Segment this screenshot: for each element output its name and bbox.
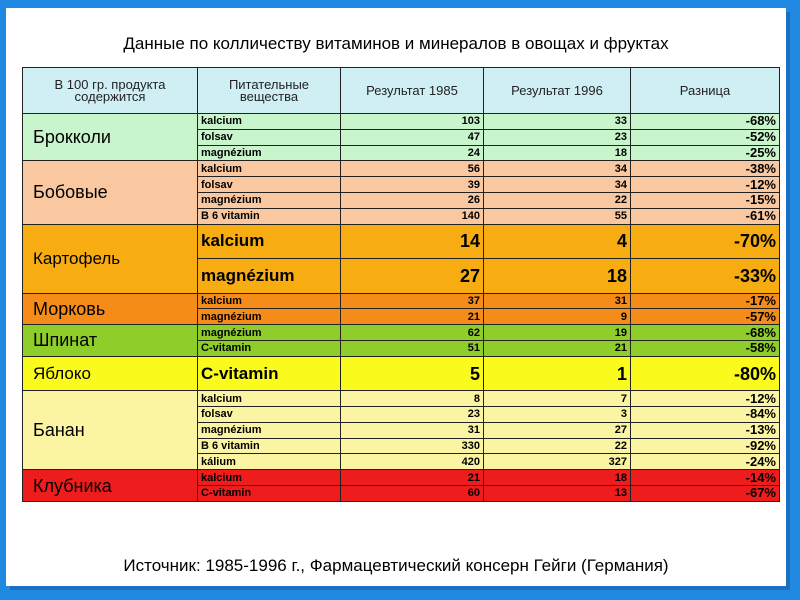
value-1996-cell: 34 <box>484 161 631 177</box>
table-row <box>23 224 780 259</box>
difference-cell: -68% <box>631 114 780 130</box>
table-row <box>23 470 780 486</box>
product-name: Банан <box>23 391 198 470</box>
nutrient-cell: C-vitamin <box>198 340 341 356</box>
page-title: Данные по колличеству витаминов и минералов в овощах и фруктах <box>123 34 669 53</box>
value-1996-cell: 23 <box>484 129 631 145</box>
value-1996-cell: 22 <box>484 438 631 454</box>
difference-cell: -58% <box>631 340 780 356</box>
value-1996-cell: 327 <box>484 454 631 470</box>
value-1996-cell: 31 <box>484 293 631 309</box>
value-1996-cell: 1 <box>484 356 631 391</box>
value-1985-cell: 47 <box>341 129 484 145</box>
header-product: В 100 гр. продукта содержится <box>23 68 198 114</box>
nutrient-cell: B 6 vitamin <box>198 208 341 224</box>
product-name: Морковь <box>23 293 198 325</box>
difference-cell: -80% <box>631 356 780 391</box>
difference-cell: -14% <box>631 470 780 486</box>
value-1985-cell: 24 <box>341 145 484 161</box>
value-1996-cell: 18 <box>484 259 631 294</box>
product-name: Брокколи <box>23 114 198 161</box>
difference-cell: -57% <box>631 309 780 325</box>
difference-cell: -67% <box>631 486 780 502</box>
nutrient-cell: kálium <box>198 454 341 470</box>
value-1985-cell: 21 <box>341 309 484 325</box>
nutrient-table <box>22 67 780 502</box>
value-1996-cell: 27 <box>484 422 631 438</box>
nutrient-cell: magnézium <box>198 325 341 341</box>
nutrient-cell: folsav <box>198 177 341 193</box>
header-nutrient: Питательные вещества <box>198 68 341 114</box>
table-row <box>23 293 780 309</box>
difference-cell: -38% <box>631 161 780 177</box>
difference-cell: -12% <box>631 177 780 193</box>
nutrient-cell: folsav <box>198 407 341 423</box>
nutrient-cell: magnézium <box>198 422 341 438</box>
value-1985-cell: 420 <box>341 454 484 470</box>
difference-cell: -24% <box>631 454 780 470</box>
difference-cell: -70% <box>631 224 780 259</box>
product-name: Шпинат <box>23 325 198 357</box>
product-name: Бобовые <box>23 161 198 224</box>
table-header-row <box>23 68 780 114</box>
nutrient-cell: magnézium <box>198 309 341 325</box>
product-name: Картофель <box>23 224 198 293</box>
header-difference: Разница <box>631 68 780 114</box>
difference-cell: -33% <box>631 259 780 294</box>
nutrient-cell: kalcium <box>198 224 341 259</box>
nutrient-cell: magnézium <box>198 145 341 161</box>
nutrient-cell: kalcium <box>198 161 341 177</box>
value-1985-cell: 23 <box>341 407 484 423</box>
value-1985-cell: 39 <box>341 177 484 193</box>
value-1996-cell: 21 <box>484 340 631 356</box>
value-1985-cell: 60 <box>341 486 484 502</box>
table-row <box>23 391 780 407</box>
nutrient-cell: kalcium <box>198 293 341 309</box>
difference-cell: -17% <box>631 293 780 309</box>
value-1996-cell: 13 <box>484 486 631 502</box>
product-name: Клубника <box>23 470 198 502</box>
value-1985-cell: 8 <box>341 391 484 407</box>
value-1985-cell: 37 <box>341 293 484 309</box>
difference-cell: -25% <box>631 145 780 161</box>
value-1996-cell: 7 <box>484 391 631 407</box>
nutrient-cell: kalcium <box>198 470 341 486</box>
nutrient-cell: B 6 vitamin <box>198 438 341 454</box>
product-name: Яблоко <box>23 356 198 391</box>
table-row <box>23 356 780 391</box>
difference-cell: -52% <box>631 129 780 145</box>
source-note: Источник: 1985-1996 г., Фармацевтический консерн Гейги (Германия) <box>123 556 669 575</box>
nutrient-cell: C-vitamin <box>198 486 341 502</box>
value-1996-cell: 33 <box>484 114 631 130</box>
value-1985-cell: 56 <box>341 161 484 177</box>
value-1985-cell: 14 <box>341 224 484 259</box>
nutrient-cell: C-vitamin <box>198 356 341 391</box>
value-1985-cell: 21 <box>341 470 484 486</box>
slide <box>6 8 786 586</box>
difference-cell: -15% <box>631 192 780 208</box>
value-1985-cell: 51 <box>341 340 484 356</box>
nutrient-cell: kalcium <box>198 391 341 407</box>
nutrient-cell: magnézium <box>198 192 341 208</box>
value-1996-cell: 9 <box>484 309 631 325</box>
value-1985-cell: 26 <box>341 192 484 208</box>
value-1996-cell: 18 <box>484 470 631 486</box>
table-row <box>23 114 780 130</box>
header-1985: Результат 1985 <box>341 68 484 114</box>
value-1985-cell: 330 <box>341 438 484 454</box>
table-row <box>23 161 780 177</box>
difference-cell: -13% <box>631 422 780 438</box>
difference-cell: -61% <box>631 208 780 224</box>
value-1996-cell: 3 <box>484 407 631 423</box>
nutrient-cell: folsav <box>198 129 341 145</box>
value-1985-cell: 140 <box>341 208 484 224</box>
value-1985-cell: 5 <box>341 356 484 391</box>
nutrient-cell: kalcium <box>198 114 341 130</box>
difference-cell: -84% <box>631 407 780 423</box>
header-1996: Результат 1996 <box>484 68 631 114</box>
value-1996-cell: 34 <box>484 177 631 193</box>
difference-cell: -92% <box>631 438 780 454</box>
table-body <box>23 114 780 502</box>
value-1996-cell: 55 <box>484 208 631 224</box>
value-1985-cell: 31 <box>341 422 484 438</box>
difference-cell: -12% <box>631 391 780 407</box>
nutrient-cell: magnézium <box>198 259 341 294</box>
value-1996-cell: 18 <box>484 145 631 161</box>
value-1985-cell: 27 <box>341 259 484 294</box>
value-1985-cell: 62 <box>341 325 484 341</box>
difference-cell: -68% <box>631 325 780 341</box>
table-row <box>23 325 780 341</box>
value-1996-cell: 22 <box>484 192 631 208</box>
value-1996-cell: 19 <box>484 325 631 341</box>
value-1996-cell: 4 <box>484 224 631 259</box>
value-1985-cell: 103 <box>341 114 484 130</box>
